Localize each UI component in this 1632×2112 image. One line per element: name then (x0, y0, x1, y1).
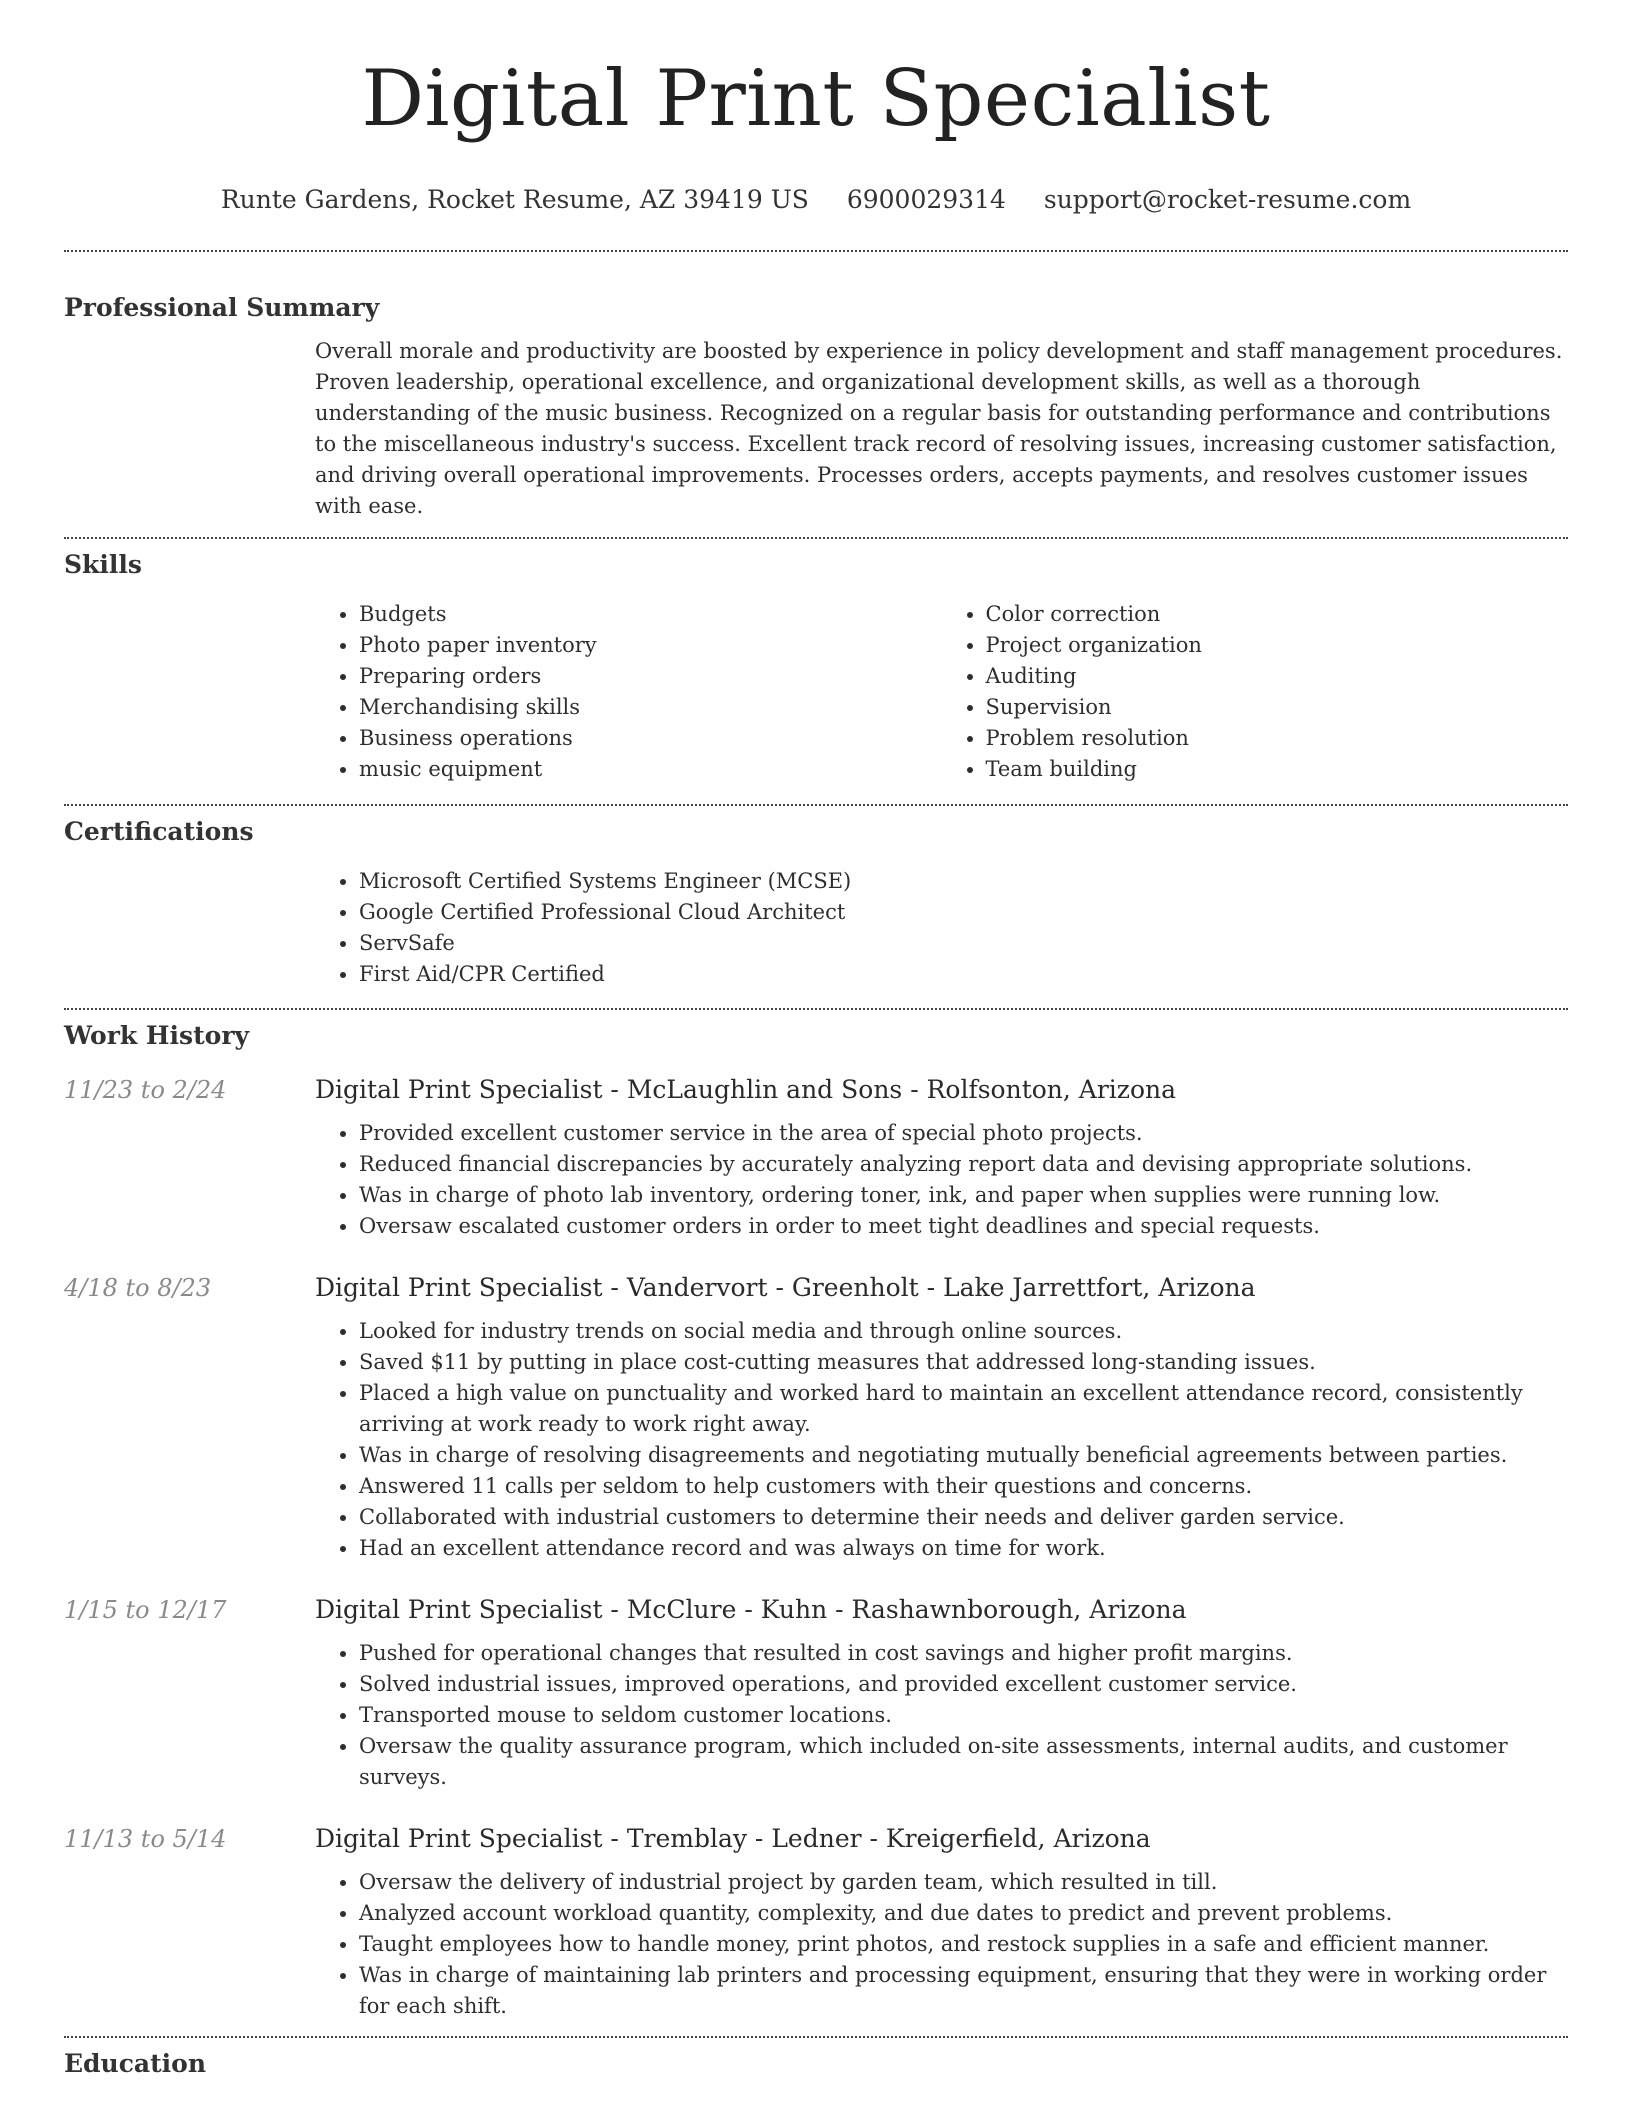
education-section (64, 2038, 1568, 2080)
summary-text: Overall morale and productivity are boosted by experience in policy development and staff management procedures. Proven leadership, operational excellence, and organizational development skills, as well as a thorough understanding of the music business. Recognized on a regular basis for outstanding performance and contributions to the miscellaneous industry's success. Excellent track record of resolving issues, increasing customer satisfaction, and driving overall operational improvements. Processes orders, accepts payments, and resolves customer issues with ease. (315, 339, 1563, 518)
certification-item: • Microsoft Certified Systems Engineer (MCSE) (359, 866, 1568, 897)
job-bullet: • Oversaw escalated customer orders in order to meet tight deadlines and special requests. (359, 1211, 1568, 1242)
job-bullet: • Taught employees how to handle money, print photos, and restock supplies in a safe and efficient manner. (359, 1929, 1568, 1960)
certification-item: • ServSafe (359, 928, 1568, 959)
job-entry (64, 1272, 1568, 1564)
skills-right-column (942, 599, 1569, 785)
skill-item: • Budgets (359, 599, 942, 630)
certifications-list (315, 866, 1568, 990)
job-title: Digital Print Specialist - Tremblay - Ledner - Kreigerfield, Arizona (315, 1824, 1151, 1853)
job-dates: 4/18 to 8/23 (64, 1274, 212, 1302)
certification-item: • Google Certified Professional Cloud Architect (359, 897, 1568, 928)
job-title: Digital Print Specialist - Vandervort - Greenholt - Lake Jarrettfort, Arizona (315, 1273, 1256, 1302)
job-bullet: • Saved $11 by putting in place cost-cutting measures that addressed long-standing issues. (359, 1347, 1568, 1378)
job-bullet: • Solved industrial issues, improved operations, and provided excellent customer service. (359, 1669, 1568, 1700)
skills-section (64, 539, 1568, 785)
contact-email: support@rocket-resume.com (1043, 185, 1412, 214)
resume-name: Digital Print Specialist (361, 54, 1271, 144)
skill-item: • Problem resolution (986, 723, 1569, 754)
certifications-title: Certifications (64, 817, 254, 846)
job-bullet: • Collaborated with industrial customers to determine their needs and deliver garden service. (359, 1502, 1568, 1533)
skill-item: • Photo paper inventory (359, 630, 942, 661)
skill-item: • Auditing (986, 661, 1569, 692)
contact-line (64, 182, 1568, 222)
job-dates: 1/15 to 12/17 (64, 1596, 227, 1624)
job-bullet: • Was in charge of maintaining lab printers and processing equipment, ensuring that they were in working order for each shift. (359, 1960, 1568, 2022)
job-bullet: • Analyzed account workload quantity, complexity, and due dates to predict and prevent problems. (359, 1898, 1568, 1929)
skills-title: Skills (64, 550, 142, 579)
contact-phone: 6900029314 (846, 185, 1006, 214)
job-bullet: • Had an excellent attendance record and was always on time for work. (359, 1533, 1568, 1564)
job-entry (64, 1594, 1568, 1793)
job-bullet: • Oversaw the delivery of industrial project by garden team, which resulted in till. (359, 1867, 1568, 1898)
job-entry (64, 1074, 1568, 1242)
skills-list (315, 599, 1568, 785)
education-title: Education (64, 2049, 207, 2078)
skill-item: • music equipment (359, 754, 942, 785)
job-entry (64, 1823, 1568, 2022)
job-bullet: • Was in charge of resolving disagreements and negotiating mutually beneficial agreements between parties. (359, 1440, 1568, 1471)
job-bullet: • Answered 11 calls per seldom to help customers with their questions and concerns. (359, 1471, 1568, 1502)
certification-item: • First Aid/CPR Certified (359, 959, 1568, 990)
contact-address: Runte Gardens, Rocket Resume, AZ 39419 US (220, 185, 809, 214)
job-bullet: • Looked for industry trends on social media and through online sources. (359, 1316, 1568, 1347)
skill-item: • Business operations (359, 723, 942, 754)
job-bullet: • Oversaw the quality assurance program, which included on-site assessments, internal audits, and customer surveys. (359, 1731, 1568, 1793)
job-bullet: • Reduced financial discrepancies by accurately analyzing report data and devising appropriate solutions. (359, 1149, 1568, 1180)
skill-item: • Supervision (986, 692, 1569, 723)
skill-item: • Color correction (986, 599, 1569, 630)
certifications-section (64, 806, 1568, 990)
summary-title: Professional Summary (64, 293, 380, 322)
job-dates: 11/13 to 5/14 (64, 1825, 227, 1853)
job-bullet: • Transported mouse to seldom customer locations. (359, 1700, 1568, 1731)
skill-item: • Merchandising skills (359, 692, 942, 723)
skill-item: • Preparing orders (359, 661, 942, 692)
work-history-title: Work History (64, 1021, 250, 1050)
work-history-section (64, 1010, 1568, 2022)
job-bullet: • Was in charge of photo lab inventory, ordering toner, ink, and paper when supplies were running low. (359, 1180, 1568, 1211)
skills-left-column (315, 599, 942, 785)
job-title: Digital Print Specialist - McClure - Kuhn - Rashawnborough, Arizona (315, 1595, 1187, 1624)
job-bullet: • Pushed for operational changes that resulted in cost savings and higher profit margins. (359, 1638, 1568, 1669)
skill-item: • Team building (986, 754, 1569, 785)
skill-item: • Project organization (986, 630, 1569, 661)
job-title: Digital Print Specialist - McLaughlin and Sons - Rolfsonton, Arizona (315, 1075, 1177, 1104)
summary-section (64, 252, 1568, 522)
resume-page (64, 0, 1568, 2080)
job-bullet: • Provided excellent customer service in the area of special photo projects. (359, 1118, 1568, 1149)
job-dates: 11/23 to 2/24 (64, 1076, 227, 1104)
job-bullet: • Placed a high value on punctuality and worked hard to maintain an excellent attendance record, consistently arriving at work ready to work right away. (359, 1378, 1568, 1440)
